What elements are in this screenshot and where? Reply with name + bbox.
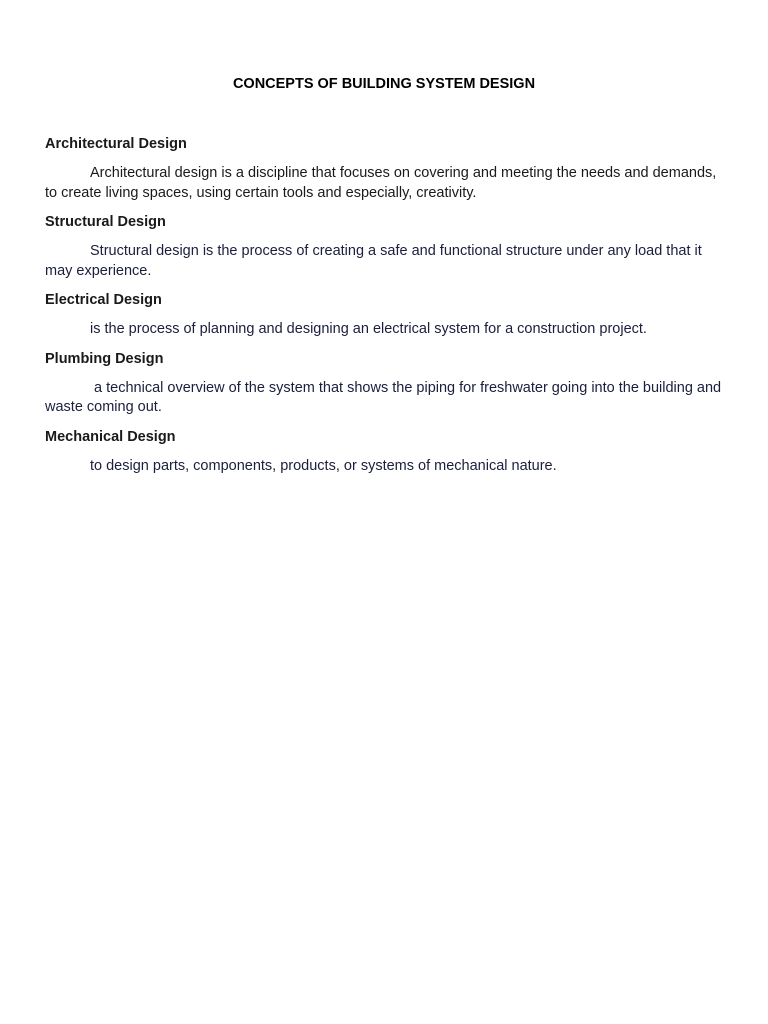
section-heading: Structural Design	[45, 214, 166, 230]
section-heading: Plumbing Design	[45, 350, 164, 367]
document-title: CONCEPTS OF BUILDING SYSTEM DESIGN	[232, 76, 536, 92]
sections-container	[45, 134, 725, 485]
section-heading: Architectural Design	[45, 136, 187, 152]
section-body: a technical overview of the system that shows the piping for freshwater going into the building and waste coming out.	[45, 379, 726, 415]
section-body: to design parts, components, products, or systems of mechanical nature.	[90, 457, 557, 474]
section-heading: Electrical Design	[45, 292, 162, 308]
section-body: Structural design is the process of creating a safe and functional structure under any load that it may experience.	[45, 243, 706, 279]
section-body: is the process of planning and designing an electrical system for a construction project.	[90, 321, 647, 337]
section-heading: Mechanical Design	[45, 428, 176, 445]
section-architectural	[45, 134, 725, 203]
section-body: Architectural design is a discipline that focuses on covering and meeting the needs and demands, to create living spaces, using certain tools and especially, creativity.	[45, 165, 721, 201]
section-plumbing	[45, 349, 725, 418]
section-mechanical	[45, 427, 725, 477]
section-structural	[45, 212, 725, 281]
section-electrical	[45, 290, 725, 340]
